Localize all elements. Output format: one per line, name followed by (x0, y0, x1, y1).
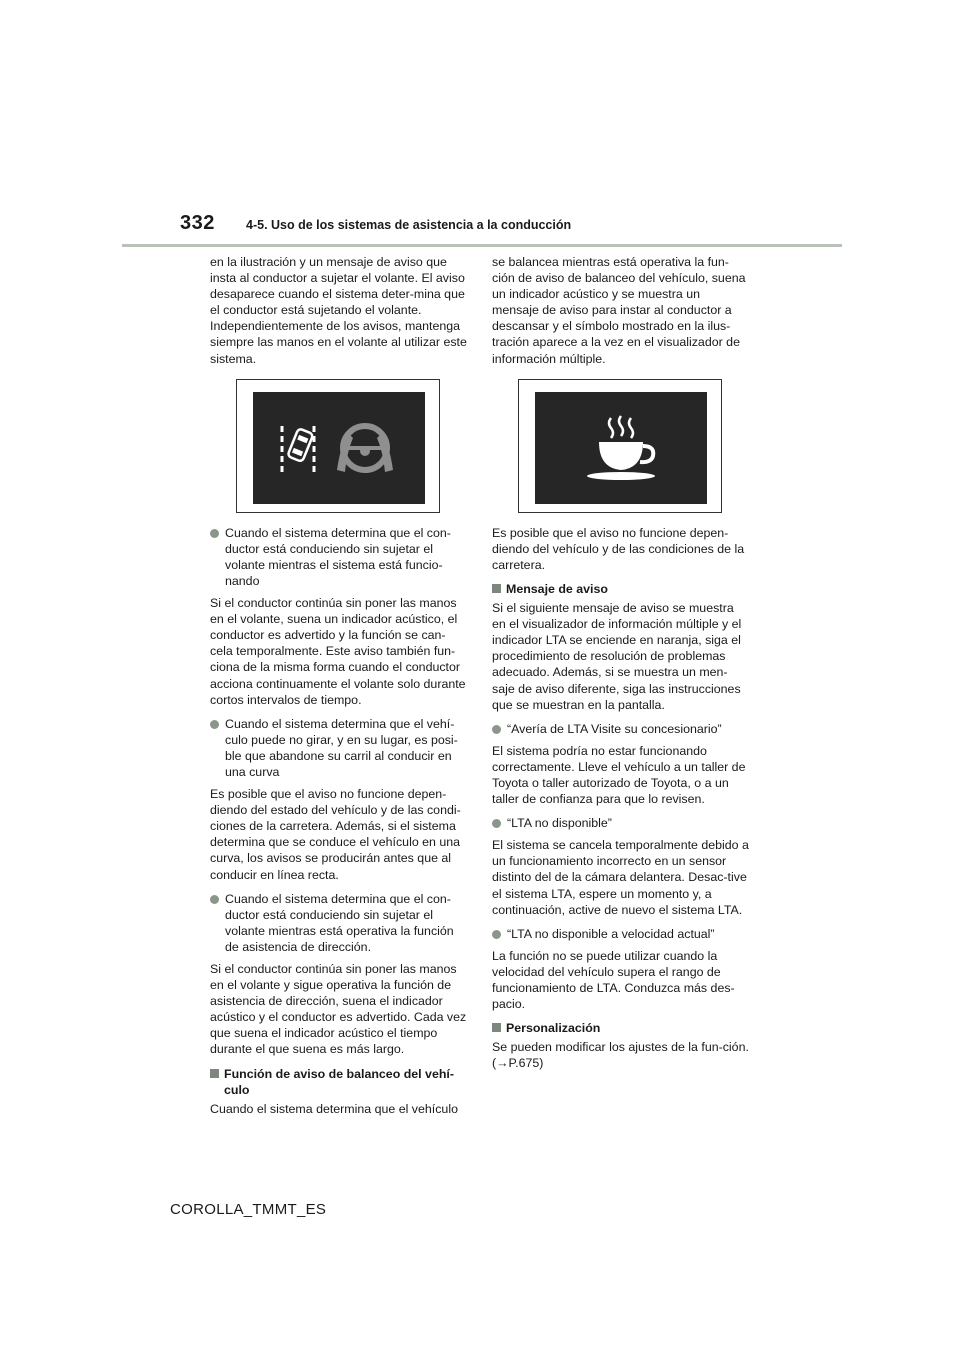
right-para-3: El sistema podría no estar funcionando correctamente. Lleve el vehículo a un taller de Toyota o taller autorizado de Toyota, o a un taller de confianza para que lo revisen. (492, 743, 746, 807)
right-heading-1: Mensaje de aviso (492, 581, 750, 597)
left-intro: en la ilustración y un mensaje de aviso que insta al conductor a sujetar el volante. El aviso desaparece cuando el sistema deter-mina que el conductor está sujetando el volante. Independientemente de los avisos, mantenga siempre las manos en el volante al utilizar este sistema. (210, 255, 467, 366)
right-para-2: Si el siguiente mensaje de aviso se muestra en el visualizador de información múltiple y el indicador LTA se enciende en naranja, siga el procedimiento de resolución de problemas adecuado. Además, si se muestra un men-saje de aviso diferente, siga las instrucciones que se muestran en la pantalla. (492, 601, 742, 712)
footer-doc-code: COROLLA_TMMT_ES (170, 1201, 327, 1218)
figure-lta-warning (236, 379, 440, 513)
left-para-2: Es posible que el aviso no funcione depen-diendo del estado del vehículo y de las condi-ciones de la carretera. Además, si el sistema determina que se conduce el vehículo en una curva, los avisos se producirán antes que al conducir en línea recta. (210, 787, 461, 882)
bullet-icon (492, 819, 501, 828)
right-para-6: Se pueden modificar los ajustes de la fun-ción. (→P.675) (492, 1040, 749, 1071)
bullet-icon (492, 725, 501, 734)
left-para-1: Si el conductor continúa sin poner las manos en el volante, suena un indicador acústico, el conductor es advertido y la función se can-cela temporalmente. Este aviso también fun-ciona de la misma forma cuando el conductor acciona continuamente el volante solo durante cortos intervalos de tiempo. (210, 596, 466, 707)
right-bullet-1: “Avería de LTA Visite su concesionario” (492, 721, 750, 737)
right-column (492, 254, 750, 1079)
bullet-icon (492, 930, 501, 939)
right-bullet-3: “LTA no disponible a velocidad actual” (492, 926, 750, 942)
left-bullet-1: Cuando el sistema determina que el con-ductor está conduciendo sin sujetar el volante mientras el sistema está funcio-nando (210, 525, 468, 589)
right-para-1: Es posible que el aviso no funcione depen-diendo del vehículo y de las condiciones de la carretera. (492, 525, 745, 572)
section-title: 4-5. Uso de los sistemas de asistencia a la conducción (246, 218, 572, 232)
bullet-icon (210, 529, 219, 538)
heading-square-icon (492, 584, 501, 593)
right-para-5: La función no se puede utilizar cuando la velocidad del vehículo supera el rango de funcionamiento de LTA. Conduzca más des-pacio. (492, 948, 735, 1012)
bullet-icon (210, 895, 219, 904)
coffee-cup-icon (587, 416, 655, 480)
right-heading-2: Personalización (492, 1020, 750, 1036)
heading-square-icon (210, 1069, 219, 1078)
hands-on-steering-wheel-icon (337, 426, 393, 472)
left-bullet-3: Cuando el sistema determina que el con-ductor está conduciendo sin sujetar el volante mientras está operativa la función de asistencia de dirección. (210, 891, 468, 955)
right-bullet-2: “LTA no disponible” (492, 815, 750, 831)
figure-sway-warning (518, 379, 722, 513)
heading-square-icon (492, 1023, 501, 1032)
left-para-4: Cuando el sistema determina que el vehículo (210, 1101, 458, 1116)
page-number: 332 (180, 212, 215, 234)
bullet-icon (210, 720, 219, 729)
left-bullet-2: Cuando el sistema determina que el vehí-culo puede no girar, y en su lugar, es posi-ble que abandone su carril al conducir en una curva (210, 716, 468, 780)
right-intro: se balancea mientras está operativa la fun-ción de aviso de balanceo del vehículo, suena un indicador acústico y se muestra un mensaje de aviso para instar al conductor a descansar y el símbolo mostrado en la ilus-tración aparece a la vez en el visualizador de información múltiple. (492, 255, 746, 366)
left-heading-1: Función de aviso de balanceo del vehí-culo (210, 1066, 468, 1098)
lane-departure-icon (282, 426, 314, 472)
sway-warning-illustration (519, 380, 723, 514)
lta-warning-illustration (237, 380, 441, 514)
header-rule (122, 244, 842, 247)
left-para-3: Si el conductor continúa sin poner las manos en el volante y sigue operativa la función de asistencia de dirección, suena el indicador acústico y el conductor es advertido. Cada vez que suena el indicador acústico el tiempo durante el que suena es más largo. (210, 962, 467, 1057)
left-column (210, 254, 468, 1125)
right-para-4: El sistema se cancela temporalmente debido a un funcionamiento incorrecto en un sensor distinto del de la cámara delantera. Desac-tive el sistema LTA, espere un momento y, a continuación, active de nuevo el sistema LTA. (492, 838, 749, 917)
